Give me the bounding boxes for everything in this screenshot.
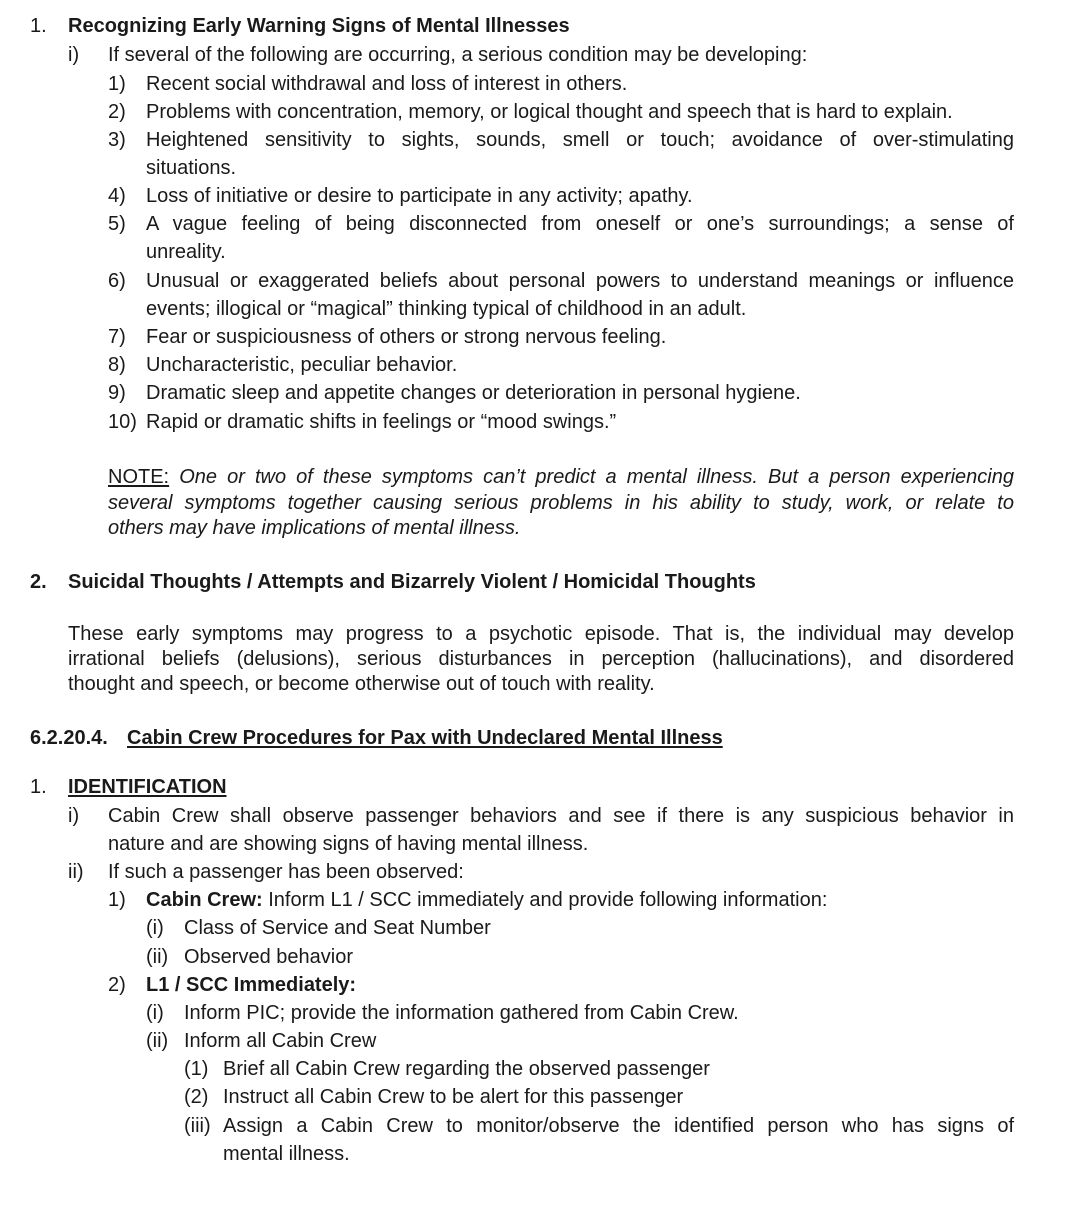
list-number: 10) — [108, 411, 137, 433]
section-heading: Suicidal Thoughts / Attempts and Bizarrely Violent / Homicidal Thoughts — [68, 571, 756, 593]
list-marker: i) — [68, 44, 80, 66]
list-intro: If several of the following are occurring, a serious condition may be developing: — [108, 44, 808, 66]
list-number: (i) — [146, 1002, 164, 1024]
section-number: 1. — [30, 776, 47, 798]
note-text: others may have implications of mental illness. — [108, 517, 521, 539]
paragraph-line: These early symptoms may progress to a psychotic episode. That is, the individual may develop — [68, 623, 1014, 645]
list-item: Problems with concentration, memory, or logical thought and speech that is hard to explain. — [146, 101, 953, 123]
list-item: Unusual or exaggerated beliefs about personal powers to understand meanings or influence — [146, 270, 1014, 292]
section-heading: Recognizing Early Warning Signs of Mental Illnesses — [68, 15, 570, 37]
list-number: 6) — [108, 270, 126, 292]
list-item: Inform all Cabin Crew — [184, 1030, 377, 1052]
list-number: 7) — [108, 326, 126, 348]
list-item: Heightened sensitivity to sights, sounds, smell or touch; avoidance of over-stimulating — [146, 129, 1014, 151]
list-item-continuation: mental illness. — [223, 1143, 350, 1165]
note-label: NOTE: — [108, 466, 170, 488]
subsection-number: 6.2.20.4. — [30, 727, 108, 749]
list-item-continuation: nature and are showing signs of having mental illness. — [108, 833, 589, 855]
list-number: (i) — [146, 917, 164, 939]
list-number: 3) — [108, 129, 126, 151]
list-number: 1) — [108, 889, 126, 911]
list-item: Inform PIC; provide the information gathered from Cabin Crew. — [184, 1002, 739, 1024]
list-number: 2) — [108, 974, 126, 996]
role-label: Cabin Crew: — [146, 889, 263, 911]
list-number: (ii) — [146, 946, 169, 968]
paragraph-line: thought and speech, or become otherwise out of touch with reality. — [68, 673, 655, 695]
list-number: 4) — [108, 185, 126, 207]
list-item: Dramatic sleep and appetite changes or deterioration in personal hygiene. — [146, 382, 801, 404]
list-item-continuation: unreality. — [146, 241, 226, 263]
list-number: (iii) — [184, 1115, 211, 1137]
list-item: Brief all Cabin Crew regarding the observed passenger — [223, 1058, 710, 1080]
paragraph-line: irrational beliefs (delusions), serious disturbances in perception (hallucinations), and disordered — [68, 648, 1014, 670]
list-item-continuation: events; illogical or “magical” thinking typical of childhood in an adult. — [146, 298, 747, 320]
list-item: A vague feeling of being disconnected from oneself or one’s surroundings; a sense of — [146, 213, 1014, 235]
list-marker: ii) — [68, 861, 84, 883]
list-marker: i) — [68, 805, 80, 827]
list-item-text: Inform L1 / SCC immediately and provide following information: — [262, 889, 828, 911]
note-text: several symptoms together causing serious problems in his ability to study, work, or relate to — [108, 492, 1014, 514]
list-number: (ii) — [146, 1030, 169, 1052]
list-item: Uncharacteristic, peculiar behavior. — [146, 354, 458, 376]
list-item: Observed behavior — [184, 946, 353, 968]
list-number: 5) — [108, 213, 126, 235]
list-item: Rapid or dramatic shifts in feelings or “mood swings.” — [146, 411, 617, 433]
section-number: 2. — [30, 571, 47, 593]
list-item: Loss of initiative or desire to participate in any activity; apathy. — [146, 185, 693, 207]
list-item: Fear or suspiciousness of others or strong nervous feeling. — [146, 326, 667, 348]
note-line — [108, 464, 1014, 490]
list-number: 8) — [108, 354, 126, 376]
list-number: 2) — [108, 101, 126, 123]
list-item: Class of Service and Seat Number — [184, 917, 491, 939]
list-item: Recent social withdrawal and loss of interest in others. — [146, 73, 628, 95]
note-text: One or two of these symptoms can’t predict a mental illness. But a person experiencing — [179, 466, 1014, 488]
list-item: Cabin Crew shall observe passenger behaviors and see if there is any suspicious behavior in — [108, 805, 1014, 827]
subsection-heading: Cabin Crew Procedures for Pax with Undeclared Mental Illness — [127, 727, 723, 749]
list-number: 1) — [108, 73, 126, 95]
list-item: Instruct all Cabin Crew to be alert for this passenger — [223, 1086, 684, 1108]
list-item — [146, 887, 827, 913]
role-label: L1 / SCC Immediately: — [146, 974, 357, 996]
list-item-continuation: situations. — [146, 157, 237, 179]
list-item: Assign a Cabin Crew to monitor/observe the identified person who has signs of — [223, 1115, 1014, 1137]
section-number: 1. — [30, 15, 47, 37]
list-number: (2) — [184, 1086, 209, 1108]
list-number: (1) — [184, 1058, 209, 1080]
list-number: 9) — [108, 382, 126, 404]
section-heading: IDENTIFICATION — [68, 776, 227, 798]
list-item: If such a passenger has been observed: — [108, 861, 464, 883]
